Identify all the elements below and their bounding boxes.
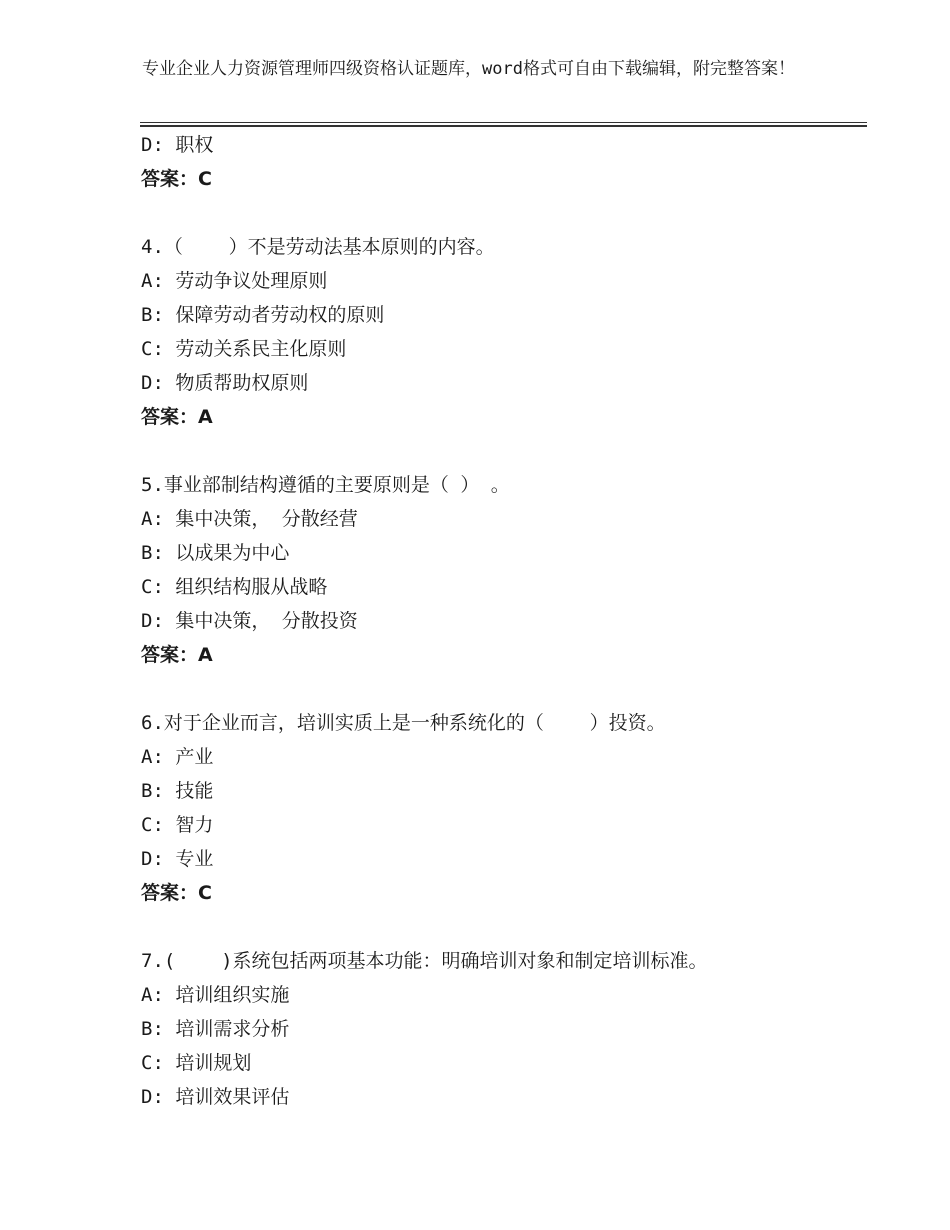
option-b: B: 技能	[141, 780, 214, 802]
option-d: D: 集中决策， 分散投资	[141, 610, 358, 632]
option-c: C: 智力	[141, 814, 214, 836]
question-6	[141, 706, 861, 910]
option-a: A: 培训组织实施	[141, 984, 290, 1006]
question-stem: 7.( )系统包括两项基本功能：明确培训对象和制定培训标准。	[141, 950, 708, 972]
prev-option-d: D: 职权	[141, 134, 214, 156]
question-stem: 4.（ ）不是劳动法基本原则的内容。	[141, 236, 495, 258]
question-7	[141, 944, 861, 1114]
option-d: D: 物质帮助权原则	[141, 372, 309, 394]
question-stem: 5.事业部制结构遵循的主要原则是（ ） 。	[141, 474, 510, 496]
option-b: B: 培训需求分析	[141, 1018, 290, 1040]
option-c: C: 组织结构服从战略	[141, 576, 328, 598]
option-b: B: 保障劳动者劳动权的原则	[141, 304, 385, 326]
answer-line: 答案：A	[141, 644, 213, 666]
option-b: B: 以成果为中心	[141, 542, 290, 564]
option-d: D: 培训效果评估	[141, 1086, 290, 1108]
header-divider-thin	[140, 122, 867, 123]
question-content	[141, 128, 861, 1114]
option-a: A: 劳动争议处理原则	[141, 270, 328, 292]
answer-line: 答案：C	[141, 882, 212, 904]
prev-answer: 答案：C	[141, 168, 212, 190]
option-a: A: 产业	[141, 746, 214, 768]
document-header: 专业企业人力资源管理师四级资格认证题库，word格式可自由下载编辑，附完整答案！	[142, 59, 795, 79]
option-c: C: 培训规划	[141, 1052, 252, 1074]
answer-line: 答案：A	[141, 406, 213, 428]
option-c: C: 劳动关系民主化原则	[141, 338, 347, 360]
question-5	[141, 468, 861, 672]
header-divider-thick	[140, 125, 867, 127]
option-a: A: 集中决策， 分散经营	[141, 508, 358, 530]
option-d: D: 专业	[141, 848, 214, 870]
question-4	[141, 230, 861, 434]
question-stem: 6.对于企业而言，培训实质上是一种系统化的（ ）投资。	[141, 712, 666, 734]
